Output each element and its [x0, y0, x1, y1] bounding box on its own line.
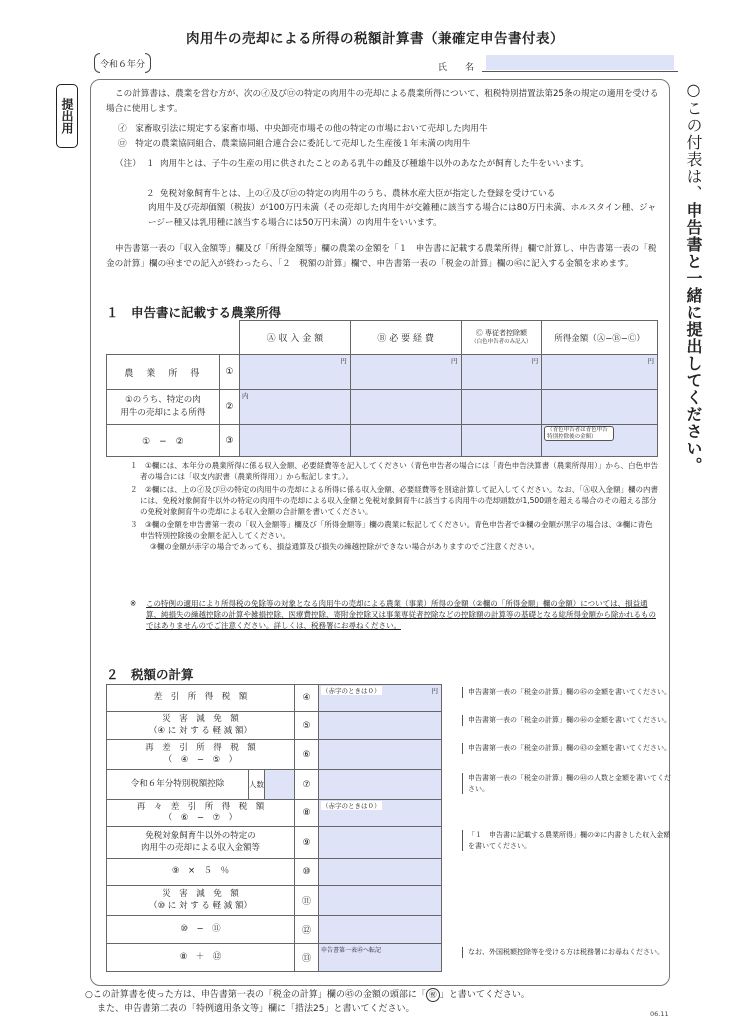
red-note: （赤字のときは０） — [322, 802, 381, 810]
row1-col-b-input[interactable] — [350, 355, 461, 390]
row3-col-b-input[interactable] — [350, 425, 461, 457]
tax-row-num: ⑤ — [295, 712, 319, 739]
row2-col-b-input[interactable] — [350, 390, 461, 425]
row1-col-a-input[interactable] — [239, 355, 350, 390]
tax-row-input[interactable] — [319, 685, 441, 711]
tax-row — [106, 886, 442, 916]
note2-a: 免税対象飼育牛とは、上の㋑及び㋺の特定の肉用牛のうち、農林水産大臣が指定した登録を受けている — [160, 189, 556, 199]
row2-label-b: 用牛の売却による所得 — [120, 408, 206, 418]
submission-stamp: 提出用 — [56, 84, 78, 148]
footer-line-1 — [85, 988, 685, 1002]
s1-note-2: ２ ②欄には、上の㋑及び㋺の特定の肉用牛の売却による所得に係る収入金額、必要経費等を別途計算して記入してください。なお、「Ⓐ収入金額」欄の内書には、免税対象飼育牛以外の特定の肉用牛の売却による収入金額と免税対象飼育牛に該当する肉用牛の売却頭数が1,500頭を超える場合のその超える部分の免税対象飼育牛の売却による収入金額の合計額を書いてください。 — [130, 485, 658, 516]
row2-inner-mark: 内 — [241, 392, 249, 400]
row3-col-a-input[interactable] — [239, 425, 350, 457]
tax-row — [106, 712, 442, 740]
tax-row-label: ⑧ ＋ ⑫ — [107, 944, 295, 971]
tax-row-num: ⑪ — [295, 886, 319, 915]
tax-row-label: 災 害 減 免 額 （⑩ に 対 す る 軽 減 額） — [107, 886, 295, 915]
s1-note-1: １ ①欄には、本年分の農業所得に係る収入金額、必要経費等を記入してください（青色申告者の場合には「青色申告決算書（農業所得用）」から、白色申告者の場合には「収支内訳書（農業所得用）」から転記します。）。 — [130, 461, 658, 481]
footer-text-a: ○この計算書を使った方は、申告書第一表の「税金の計算」欄の㊺の金額の頭部に「 — [85, 990, 426, 1000]
tax-row-input[interactable] — [319, 800, 441, 826]
tax-row-num: ⑦ — [295, 770, 319, 799]
row1-col-d-input[interactable] — [542, 355, 658, 390]
row3-label: ① − ② — [107, 425, 220, 457]
tax-row-label: 再 差 引 所 得 税 額 （ ④ − ⑤ ） — [107, 740, 295, 769]
row3-col-c-input[interactable] — [461, 425, 542, 457]
intro-paragraph: この計算書は、農業を営む方が、次の㋑及び㋺の特定の肉用牛の売却による農業所得について、租税特別措置法第25条の規定の適用を受ける場合に使用します。 — [106, 89, 659, 114]
section1-title: １ 申告書に記載する農業所得 — [106, 305, 282, 320]
tax-row-input[interactable] — [319, 944, 441, 971]
tax-row-input[interactable] — [319, 886, 441, 915]
note2-b: 肉用牛及び売却価額（税抜）が100万円未満（その売却した肉用牛が交雑種に該当する場合には80万円未満、ホルスタイン種、ジャージー種又は乳用種に該当する場合には50万円未満）の肉用牛をいいます。 — [148, 203, 656, 228]
tax-row — [106, 770, 442, 800]
tax-row — [106, 859, 442, 886]
row2-col-c-input[interactable] — [461, 390, 542, 425]
item-i — [118, 122, 658, 137]
tax-row-label: 災 害 減 免 額 （④ に 対 す る 軽 減 額） — [107, 712, 295, 739]
section2-title: ２ 税額の計算 — [106, 667, 194, 682]
item-i-mark: ㋑ — [118, 124, 127, 134]
tax-row-input[interactable] — [319, 712, 441, 739]
agri-income-table — [106, 320, 658, 457]
section1-notes — [130, 460, 660, 554]
side-text-b: 申告書と一緒に提出してください。 — [684, 202, 703, 474]
tax-row — [106, 827, 442, 859]
s1-note-3b: ③欄の金額が赤字の場合であっても、損益通算及び損失の繰越控除ができない場合がありますのでご注意ください。 — [150, 542, 540, 551]
unit: 円 — [451, 357, 458, 365]
tax-row-note: 申告書第一表の「税金の計算」欄の㊸の金額を書いてください。 — [462, 743, 676, 754]
footer-line-2: また、申告書第二表の「特例適用条文等」欄に「措法25」と書いてください。 — [97, 1004, 415, 1014]
tax-row-label: ⑨ × ５ ％ — [107, 859, 295, 885]
era-label: 令和６年分 — [94, 55, 151, 72]
star-mark: ※ — [130, 599, 137, 608]
tax-row-input[interactable] — [319, 827, 441, 858]
tax-row-num: ⑨ — [295, 827, 319, 858]
tax-calc-table — [106, 684, 671, 974]
name-input[interactable] — [486, 55, 674, 70]
row1-label: 農 業 所 得 — [107, 355, 220, 390]
tax-row — [106, 944, 442, 972]
tax-row-input[interactable] — [319, 916, 441, 943]
tax-row-input[interactable] — [319, 740, 441, 769]
star-note: この特例の適用により所得税の免除等の対象となる肉用牛の売却による農業（事業）所得の金額（②欄の「所得金額」欄の金額）については、損益通算、純損失の繰越控除の計算や雑損控除、医療費控除、寄附金控除又は事業専従者控除などの控除額の計算等の基礎となる総所得金額から除かれるものではありませんのでご注意ください。詳しくは、税務署にお尋ねください。 — [146, 599, 656, 630]
row2-label-a: ①のうち、特定の肉 — [125, 395, 201, 405]
row13-inner: 申告書第一表㊺へ転記 — [321, 947, 382, 954]
footer-mark: ㊗ — [426, 988, 440, 1002]
note1-num: １ — [146, 159, 155, 169]
name-label: 氏名 — [438, 63, 493, 73]
item-ro-mark: ㋺ — [118, 139, 127, 149]
col-c-header — [461, 321, 542, 355]
tax-row-num: ⑧ — [295, 800, 319, 826]
tax-row-num: ⑬ — [295, 944, 319, 971]
tax-row-note: 申告書第一表の「税金の計算」欄の㊻の金額を書いてください。 — [462, 715, 676, 726]
tax-row — [106, 684, 442, 712]
item-i-text: 家畜取引法に規定する家畜市場、中央卸売市場その他の特定の市場において売却した肉用牛 — [135, 124, 488, 134]
s1-note-3: ３ ③欄の金額を申告書第一表の「収入金額等」欄及び「所得金額等」欄の農業に転記してください。青色申告者で③欄の金額が黒字の場合は、③欄に青色申告特別控除後の金額を記入してください。 — [130, 520, 653, 540]
tax-row-num: ⑫ — [295, 916, 319, 943]
item-ro — [118, 137, 658, 152]
col-d-header: 所得金額（Ⓐ−Ⓑ−Ⓒ） — [542, 321, 658, 355]
row2-num: ② — [219, 390, 239, 425]
item-ro-text: 特定の農業協同組合、農業協同組合連合会に委託して売却した生産後１年未満の肉用牛 — [135, 139, 471, 149]
note1: 肉用牛とは、子牛の生産の用に供されたことのある乳牛の雌及び種雄牛以外のあなたが飼育した牛をいいます。 — [160, 159, 590, 169]
tax-row-input[interactable] — [319, 859, 441, 885]
tax-row-num: ⑥ — [295, 740, 319, 769]
tax-row-input[interactable] — [319, 770, 441, 799]
tax-row-num: ⑩ — [295, 859, 319, 885]
unit: 円 — [431, 687, 438, 695]
unit: 円 — [340, 357, 347, 365]
footer-text-b: 」と書いてください。 — [439, 990, 530, 1000]
row3-num: ③ — [219, 425, 239, 457]
unit: 円 — [531, 357, 539, 365]
row3-tag: （青色申告者は青色申告特別控除後の金額） — [544, 426, 614, 441]
row2-col-a-input[interactable] — [239, 390, 350, 425]
col-c-main: Ⓒ 専従者控除額 — [475, 328, 527, 337]
tax-row — [106, 916, 442, 944]
ninzu-input[interactable] — [265, 770, 295, 799]
row3-col-d-input[interactable] — [542, 425, 658, 457]
note-label: （注） — [115, 159, 141, 169]
tax-row-label: 令和６年分特別税額控除 — [107, 770, 249, 799]
col-c-sub: （白色申告者のみ記入） — [471, 338, 532, 345]
row2-label — [107, 390, 220, 425]
red-note: （赤字のときは０） — [322, 687, 381, 695]
corner-cell — [107, 321, 240, 355]
col-a-header: Ⓐ 収 入 金 額 — [239, 321, 350, 355]
tax-row-note: 申告書第一表の「税金の計算」欄の㊹の人数と金額を書いてください。 — [462, 773, 676, 794]
unit: 円 — [647, 357, 654, 365]
row1-col-c-input[interactable] — [461, 355, 542, 390]
tax-row-note: 「１ 申告書に記載する農業所得」欄の②に内書きした収入金額を書いてください。 — [462, 830, 676, 851]
tax-row-label: ⑩ − ⑪ — [107, 916, 295, 943]
tax-row-num: ④ — [295, 685, 319, 711]
tax-row-note: 申告書第一表の「税金の計算」欄の㊺の金額を書いてください。 — [462, 687, 676, 698]
tax-row — [106, 740, 442, 770]
row2-col-d-input[interactable] — [542, 390, 658, 425]
name-underline — [482, 71, 678, 72]
tax-row-label: 免税対象飼育牛以外の特定の 肉用牛の売却による収入金額等 — [107, 827, 295, 858]
form-code: 06.11 — [650, 1010, 669, 1018]
tax-row-note: なお、外国税額控除等を受ける方は税務署にお尋ねください。 — [462, 947, 676, 958]
tax-row — [106, 800, 442, 827]
tax-row-label: 再 々 差 引 所 得 税 額 （ ⑥ − ⑦ ） — [107, 800, 295, 826]
row1-num: ① — [219, 355, 239, 390]
side-instruction — [681, 80, 705, 474]
note2-num: ２ — [146, 189, 155, 199]
ninzu-label: 人数 — [249, 770, 265, 799]
side-text-a: ○この付表は、 — [684, 80, 703, 202]
intro-paragraph-2: 申告書第一表の「収入金額等」欄及び「所得金額等」欄の農業の金額を「１ 申告書に記載する農業所得」欄で計算し、申告書第一表の「税金の計算」欄の㊹までの記入が終わったら、「２ 税額の計算」欄で、申告書第一表の「税金の計算」欄の㊺に記入する金額を求めます。 — [106, 244, 657, 269]
tax-row-label: 差 引 所 得 税 額 — [107, 685, 295, 711]
col-b-header: Ⓑ 必 要 経 費 — [350, 321, 461, 355]
page-title: 肉用牛の売却による所得の税額計算書（兼確定申告書付表） — [186, 31, 564, 47]
